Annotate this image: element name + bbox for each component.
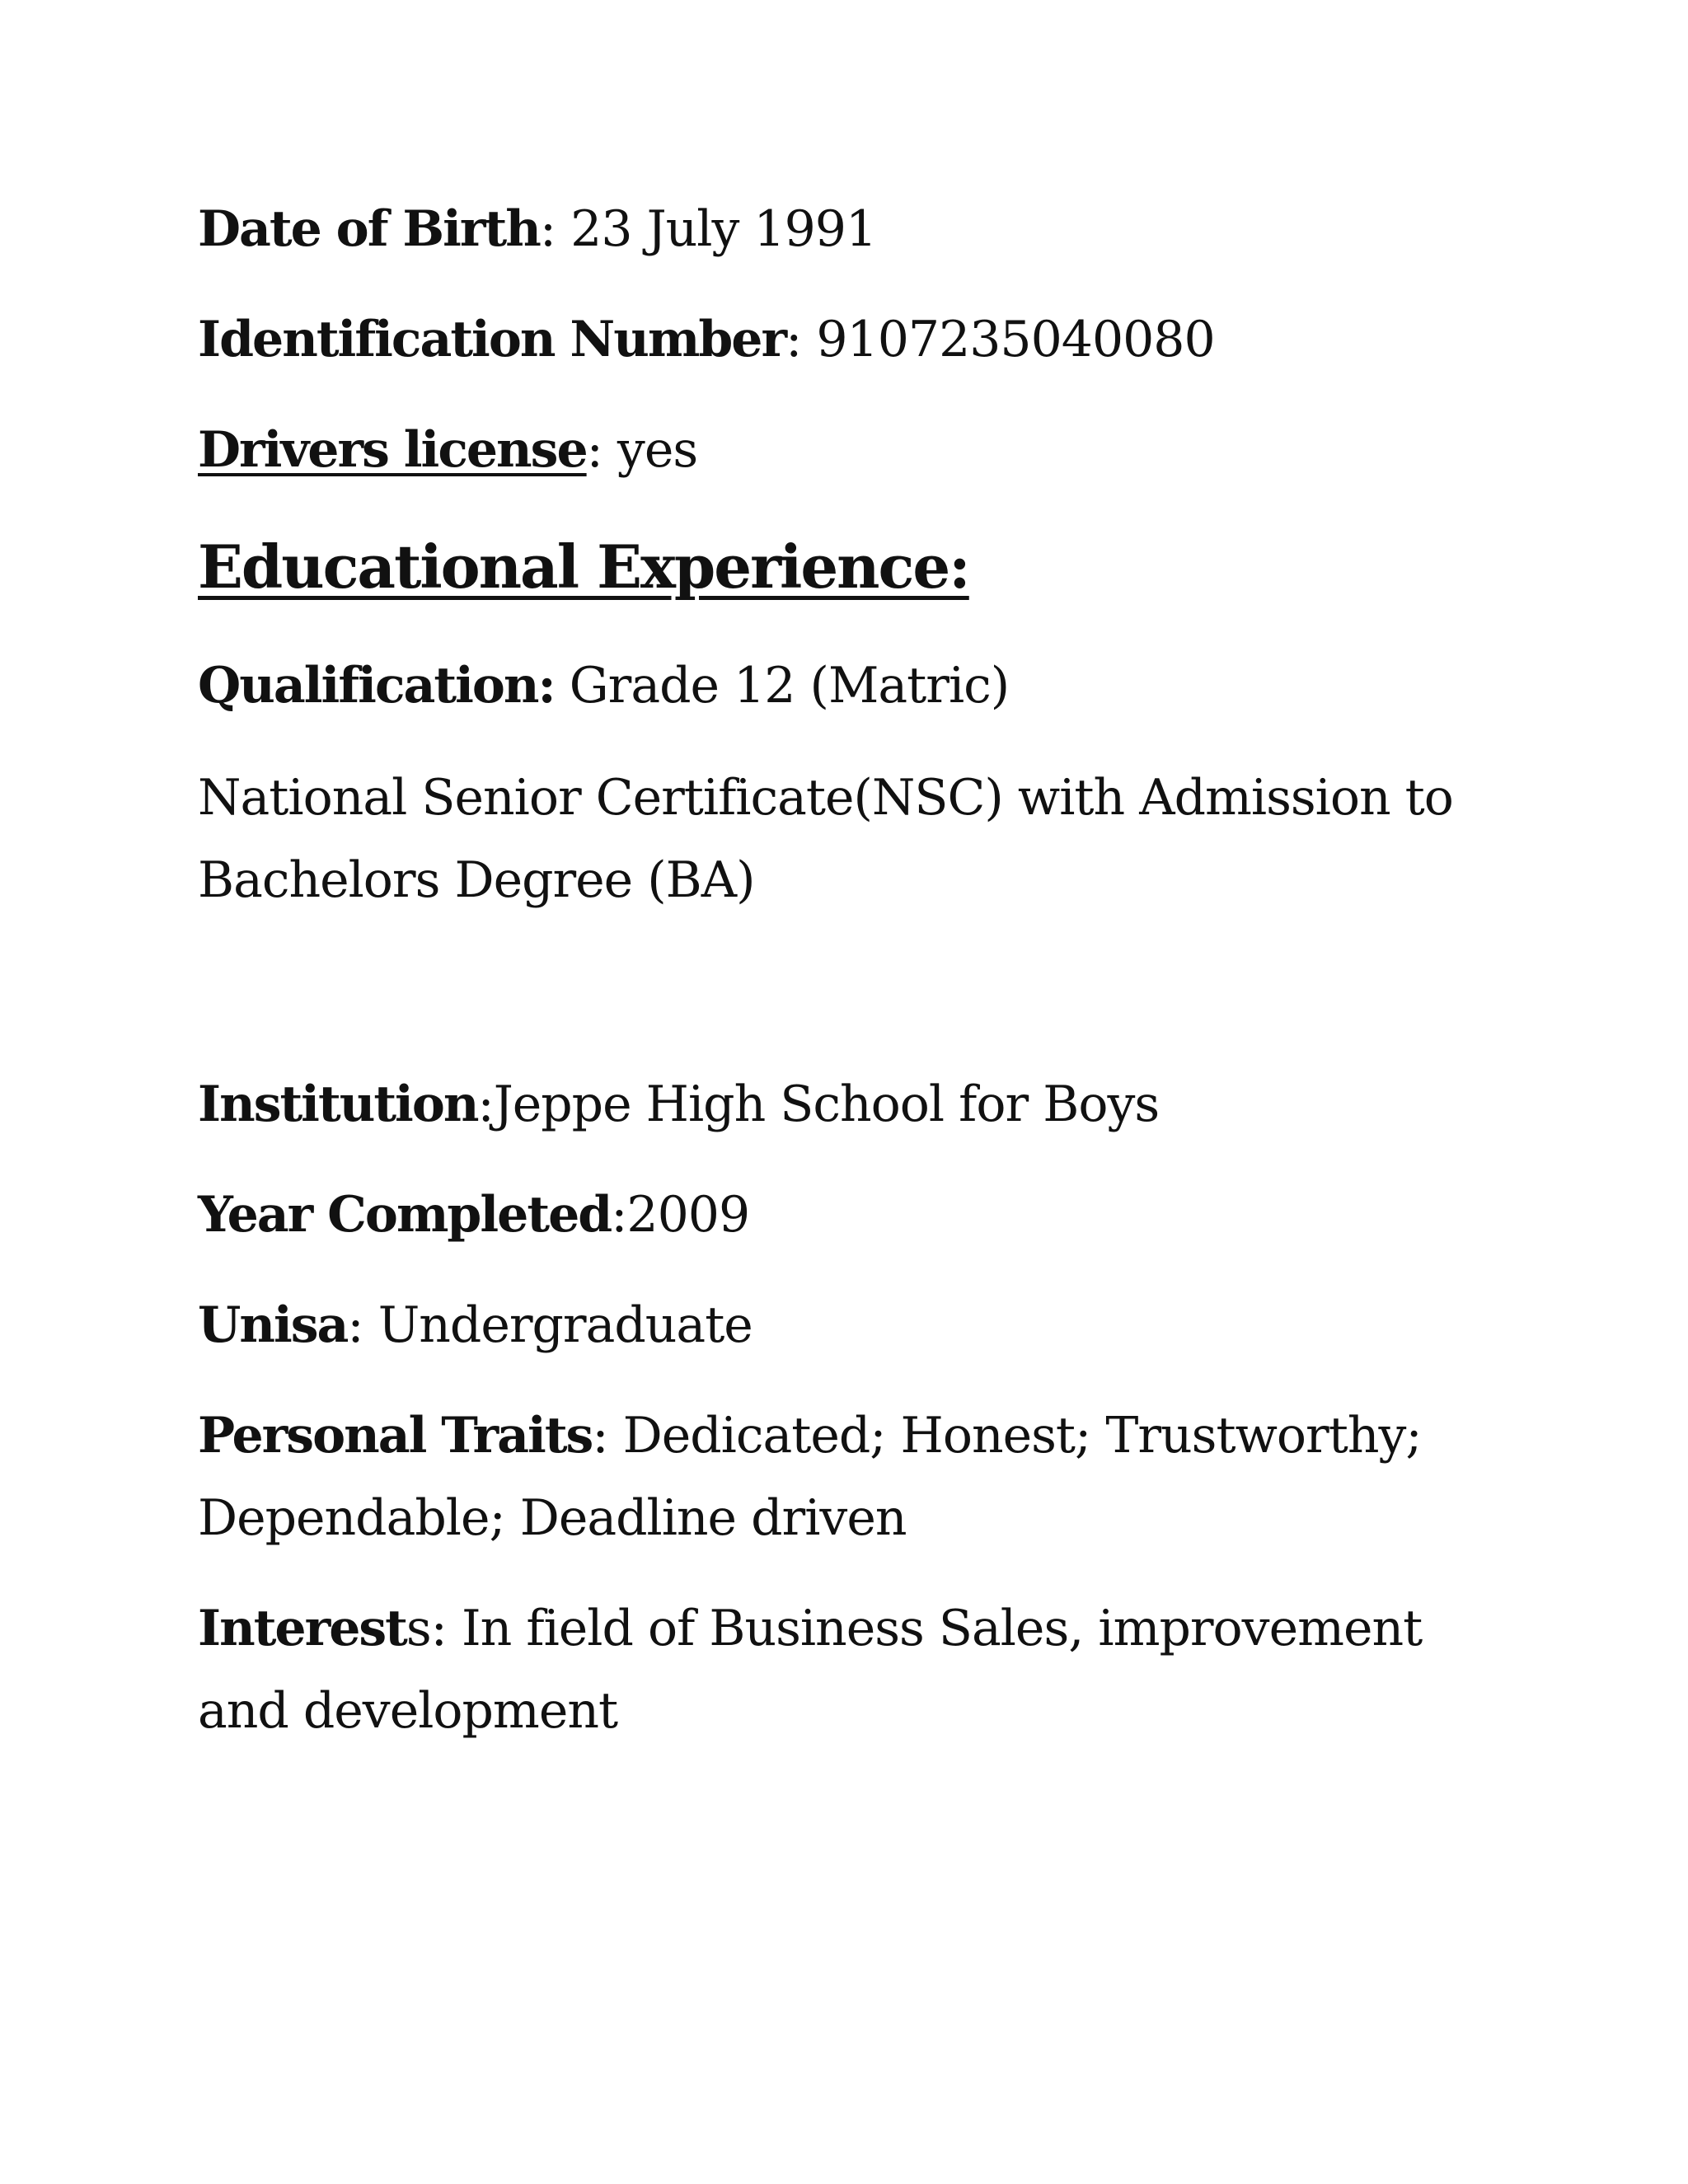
id-number-value: 9107235040080: [816, 311, 1215, 368]
education-heading: Educational Experience:: [198, 532, 969, 602]
nsc-line-1: National Senior Certificate(NSC) with Admission to: [198, 769, 1453, 827]
personal-traits-label: Personal Traits: [198, 1407, 593, 1465]
unisa-separator: :: [347, 1296, 363, 1354]
nsc-line-2: Bachelors Degree (BA): [198, 851, 755, 909]
dob-label: Date of Birth: [198, 200, 540, 258]
id-number-line: [198, 311, 1215, 368]
interests-label: Interest: [198, 1600, 406, 1657]
interests-separator: :: [430, 1600, 447, 1657]
drivers-license-line: [198, 421, 698, 479]
personal-traits-value-1: Dedicated; Honest; Trustworthy;: [622, 1407, 1422, 1465]
dob-separator: :: [539, 200, 556, 258]
unisa-label: Unisa: [198, 1296, 348, 1354]
drivers-license-separator: :: [586, 421, 603, 479]
personal-traits-separator: :: [592, 1407, 608, 1465]
year-completed-line: [198, 1186, 750, 1244]
institution-line: [198, 1076, 1160, 1133]
year-completed-label: Year Completed: [198, 1186, 612, 1244]
drivers-license-value: yes: [617, 421, 698, 479]
qualification-line: [198, 657, 1010, 715]
interests-value-1: In field of Business Sales, improvement: [461, 1600, 1423, 1657]
dob-value: 23 July 1991: [570, 200, 877, 258]
drivers-license-label: Drivers license: [198, 421, 587, 479]
year-completed-separator: :: [611, 1186, 627, 1244]
interests-label-suffix: s: [406, 1600, 431, 1657]
qualification-label: Qualification:: [198, 657, 555, 715]
unisa-line: [198, 1296, 753, 1354]
personal-traits-line-1: [198, 1407, 1422, 1465]
interests-line-1: [198, 1600, 1423, 1657]
id-number-separator: :: [785, 311, 802, 368]
institution-label: Institution: [198, 1076, 478, 1133]
institution-value: Jeppe High School for Boys: [493, 1076, 1160, 1133]
qualification-value: Grade 12 (Matric): [569, 657, 1010, 715]
personal-traits-line-2: Dependable; Deadline driven: [198, 1489, 907, 1547]
institution-separator: :: [477, 1076, 494, 1133]
id-number-label: Identification Number: [198, 311, 786, 368]
unisa-value: Undergraduate: [377, 1296, 753, 1354]
dob-line: [198, 200, 877, 258]
year-completed-value: 2009: [626, 1186, 750, 1244]
interests-line-2: and development: [198, 1682, 618, 1740]
